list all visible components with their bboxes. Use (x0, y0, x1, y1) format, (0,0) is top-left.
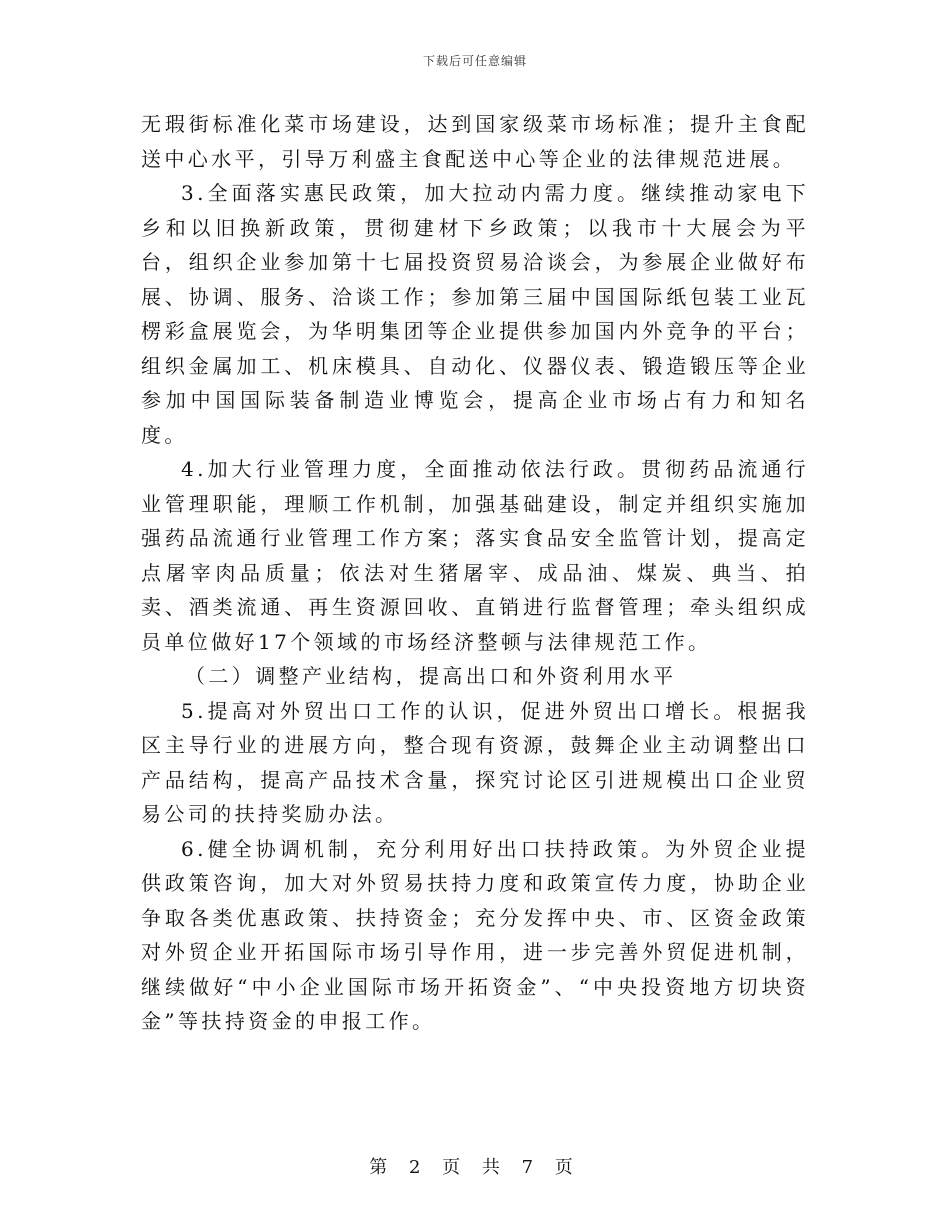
page-header: 下载后可任意编辑 (422, 54, 527, 68)
paragraph-item-4: 4.加大行业管理力度，全面推动依法行政。贯彻药品流通行业管理职能，理顺工作机制，加强基础建设，制定并组织实施加强药品流通行业管理工作方案；落实食品安全监管计划，提高定点屠宰肉品质量；依法对生猪屠宰、成品油、煤炭、典当、拍卖、酒类流通、再生资源回收、直销进行监督管理；牵头组织成员单位做好17个领域的市场经济整顿与法律规范工作。 (141, 457, 809, 654)
document-body (141, 107, 809, 1039)
page-number: 第 2 页 共 7 页 (369, 1157, 581, 1178)
paragraph-item-5: 5.提高对外贸出口工作的认识，促进外贸出口增长。根据我区主导行业的进展方向，整合现有资源，鼓舞企业主动调整出口产品结构，提高产品技术含量，探究讨论区引进规模出口企业贸易公司的扶持奖励办法。 (141, 698, 809, 826)
paragraph-item-3: 3.全面落实惠民政策，加大拉动内需力度。继续推动家电下乡和以旧换新政策，贯彻建材下乡政策；以我市十大展会为平台，组织企业参加第十七届投资贸易洽谈会，为参展企业做好布展、协调、服务、洽谈工作；参加第三届中国国际纸包装工业瓦楞彩盒展览会，为华明集团等企业提供参加国内外竞争的平台；组织金属加工、机床模具、自动化、仪器仪表、锻造锻压等企业参加中国国际装备制造业博览会，提高企业市场占有力和知名度。 (141, 181, 809, 447)
paragraph-item-6: 6.健全协调机制，充分利用好出口扶持政策。为外贸企业提供政策咨询，加大对外贸易扶持力度和政策宣传力度，协助企业争取各类优惠政策、扶持资金；充分发挥中央、市、区资金政策对外贸企业开拓国际市场引导作用，进一步完善外贸促进机制，继续做好“中小企业国际市场开拓资金”、“中央投资地方切块资金”等扶持资金的申报工作。 (141, 836, 809, 1033)
section-heading: （二）调整产业结构，提高出口和外资利用水平 (185, 664, 677, 688)
paragraph-continuation: 无瑕街标准化菜市场建设，达到国家级菜市场标准；提升主食配送中心水平，引导万利盛主食配送中心等企业的法律规范进展。 (141, 112, 809, 171)
